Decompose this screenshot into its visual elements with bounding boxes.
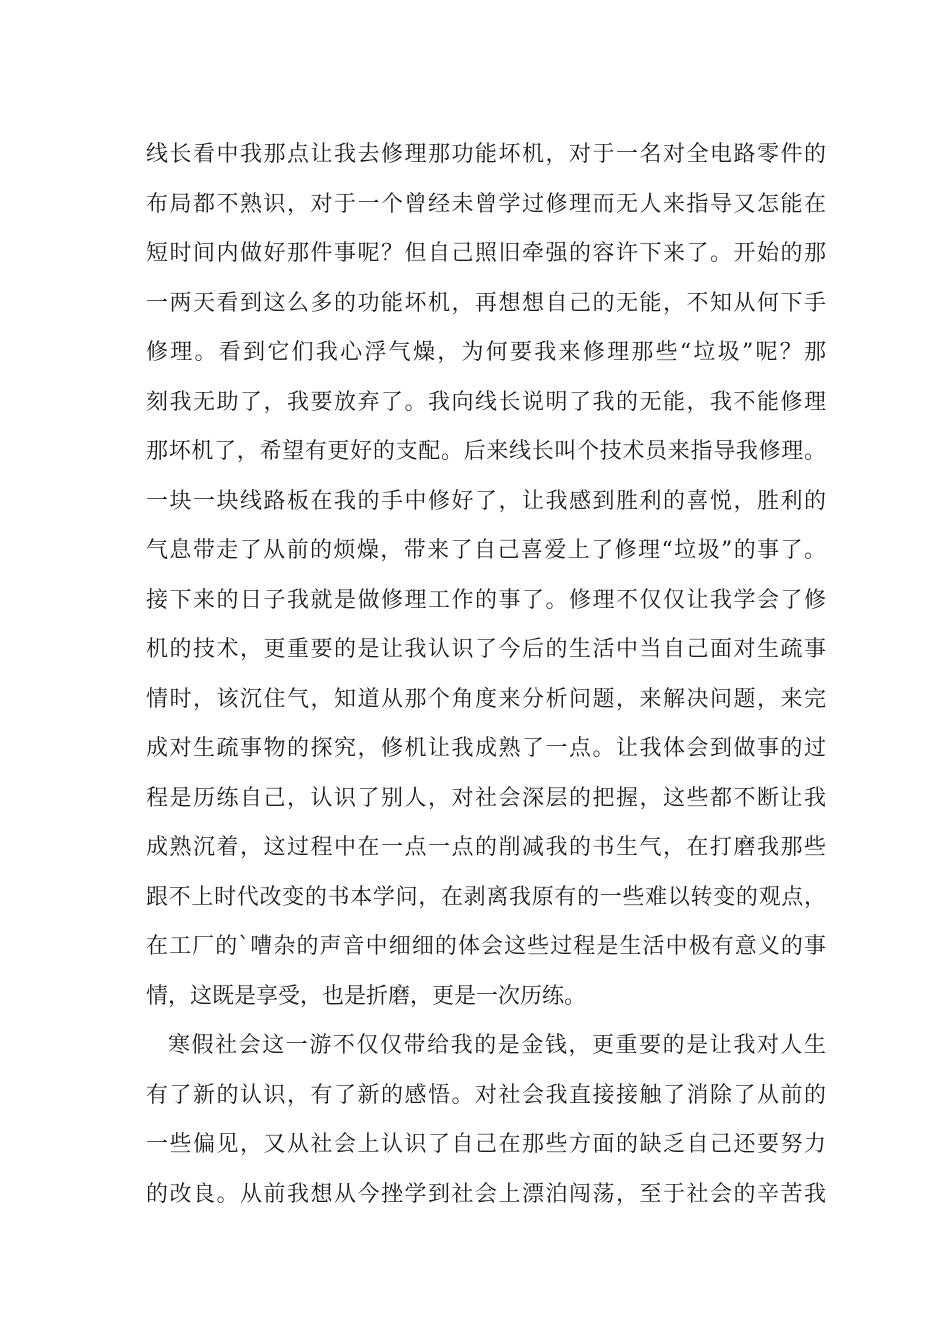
text-line: 线长看中我那点让我去修理那功能坏机，对于一名对全电路零件的 — [146, 142, 826, 167]
text-line: 机的技术，更重要的是让我认识了今后的生活中当自己面对生疏事 — [146, 637, 826, 662]
text-line: 程是历练自己，认识了别人，对社会深层的把握，这些都不断让我 — [146, 785, 826, 811]
text-line: 成对生疏事物的探究，修机让我成熟了一点。让我体会到做事的过 — [146, 736, 826, 761]
text-line: 那坏机了，希望有更好的支配。后来线长叫个技术员来指导我修理。 — [146, 439, 826, 464]
text-line: 在工厂的`嘈杂的声音中细细的体会这些过程是生活中极有意义的事 — [146, 934, 826, 959]
text-line: 情，这既是享受，也是折磨，更是一次历练。 — [146, 983, 587, 1009]
text-line: 气息带走了从前的烦燥，带来了自己喜爱上了修理“垃圾”的事了。 — [146, 538, 826, 563]
paragraph-start-line: 寒假社会这一游不仅仅带给我的是金钱，更重要的是让我对人生 — [168, 1033, 826, 1058]
text-line: 有了新的认识，有了新的感悟。对社会我直接接触了消除了从前的 — [146, 1082, 826, 1108]
text-line: 接下来的日子我就是做修理工作的事了。修理不仅仅让我学会了修 — [146, 587, 826, 613]
text-line: 刻我无助了，我要放弃了。我向线长说明了我的无能，我不能修理 — [146, 389, 826, 415]
text-line: 跟不上时代改变的书本学问，在剥离我原有的一些难以转变的观点， — [146, 884, 826, 910]
text-line: 一些偏见，又从社会上认识了自己在那些方面的缺乏自己还要努力 — [146, 1132, 826, 1157]
text-line: 情时，该沉住气，知道从那个角度来分析问题，来解决问题，来完 — [146, 686, 826, 712]
text-line: 布局都不熟识，对于一个曾经未曾学过修理而无人来指导又怎能在 — [146, 191, 826, 217]
text-line: 短时间内做好那件事呢？但自己照旧牵强的容许下来了。开始的那 — [146, 241, 826, 266]
text-line: 一两天看到这么多的功能坏机，再想想自己的无能，不知从何下手 — [146, 290, 826, 316]
text-line: 一块一块线路板在我的手中修好了，让我感到胜利的喜悦，胜利的 — [146, 488, 826, 514]
body-text — [146, 130, 826, 1219]
text-line: 修理。看到它们我心浮气燥，为何要我来修理那些“垃圾”呢？那 — [146, 340, 826, 365]
text-line: 的改良。从前我想从今挫学到社会上漂泊闯荡，至于社会的辛苦我 — [146, 1181, 826, 1207]
text-line: 成熟沉着，这过程中在一点一点的削减我的书生气，在打磨我那些 — [146, 835, 826, 860]
